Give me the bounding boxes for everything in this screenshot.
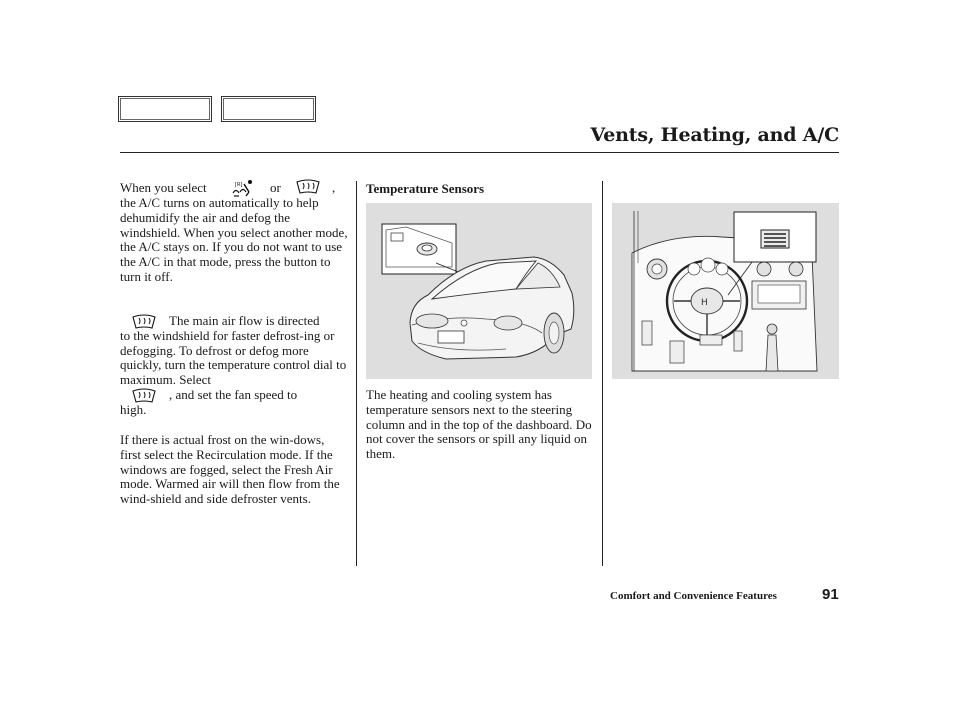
paragraph-frost: [120, 433, 346, 507]
dashboard-illustration: [612, 203, 839, 379]
dashboard-illustration-svg: [612, 203, 839, 379]
footer-section-title: Comfort and Convenience Features: [610, 590, 777, 602]
paragraph-temperature-sensors: [366, 388, 592, 462]
floor-defrost-mode-icon: [230, 178, 256, 198]
text-para2-high: high.: [120, 401, 147, 417]
text-para2-rest: to the windshield for faster defrost-ing or defogging. To defrost or defog more quickly, turn the temperature control dial to maximum. Select: [120, 327, 347, 388]
section-heading-temperature-sensors: Temperature Sensors: [366, 181, 485, 196]
column-divider-1: [356, 181, 357, 566]
text-sensors-body: The heating and cooling system has temperature sensors next to the steering column and in the top of the dashboard. Do not cover the sensors or spill any liquid on them.: [366, 387, 592, 462]
nav-button-next[interactable]: [221, 96, 316, 122]
car-exterior-illustration: [366, 203, 592, 379]
windshield-defrost-icon: [131, 314, 157, 330]
svg-text:H: H: [701, 298, 708, 308]
svg-text:[R]: [R]: [235, 182, 243, 188]
windshield-defrost-icon: [295, 179, 321, 195]
text-when-you-select: When you select: [120, 180, 207, 195]
nav-button-previous[interactable]: [118, 96, 212, 122]
car-illustration-svg: [366, 203, 592, 379]
text-para3: If there is actual frost on the win-dows, first select the Recirculation mode. If the windows are fogged, select the Fresh Air mode. Warmed air will then flow from the wind-shield and side defroster vents.: [120, 432, 340, 507]
column-divider-2: [602, 181, 603, 566]
title-rule: [120, 152, 839, 153]
page-number: 91: [822, 586, 839, 603]
text-para2-start: The main air flow is directed: [169, 313, 320, 328]
text-or: or: [270, 180, 281, 195]
page-title: Vents, Heating, and A/C: [590, 124, 839, 146]
windshield-defrost-icon: [131, 388, 157, 404]
text-para2-end: , and set the fan speed to: [169, 386, 298, 402]
text-para1-rest: the A/C turns on automatically to help dehumidify the air and defog the windshield. When you select another mode, the A/C stays on. If you do not want to use the A/C in that mode, press the button to turn it off.: [120, 195, 348, 284]
text-comma: ,: [332, 180, 336, 195]
